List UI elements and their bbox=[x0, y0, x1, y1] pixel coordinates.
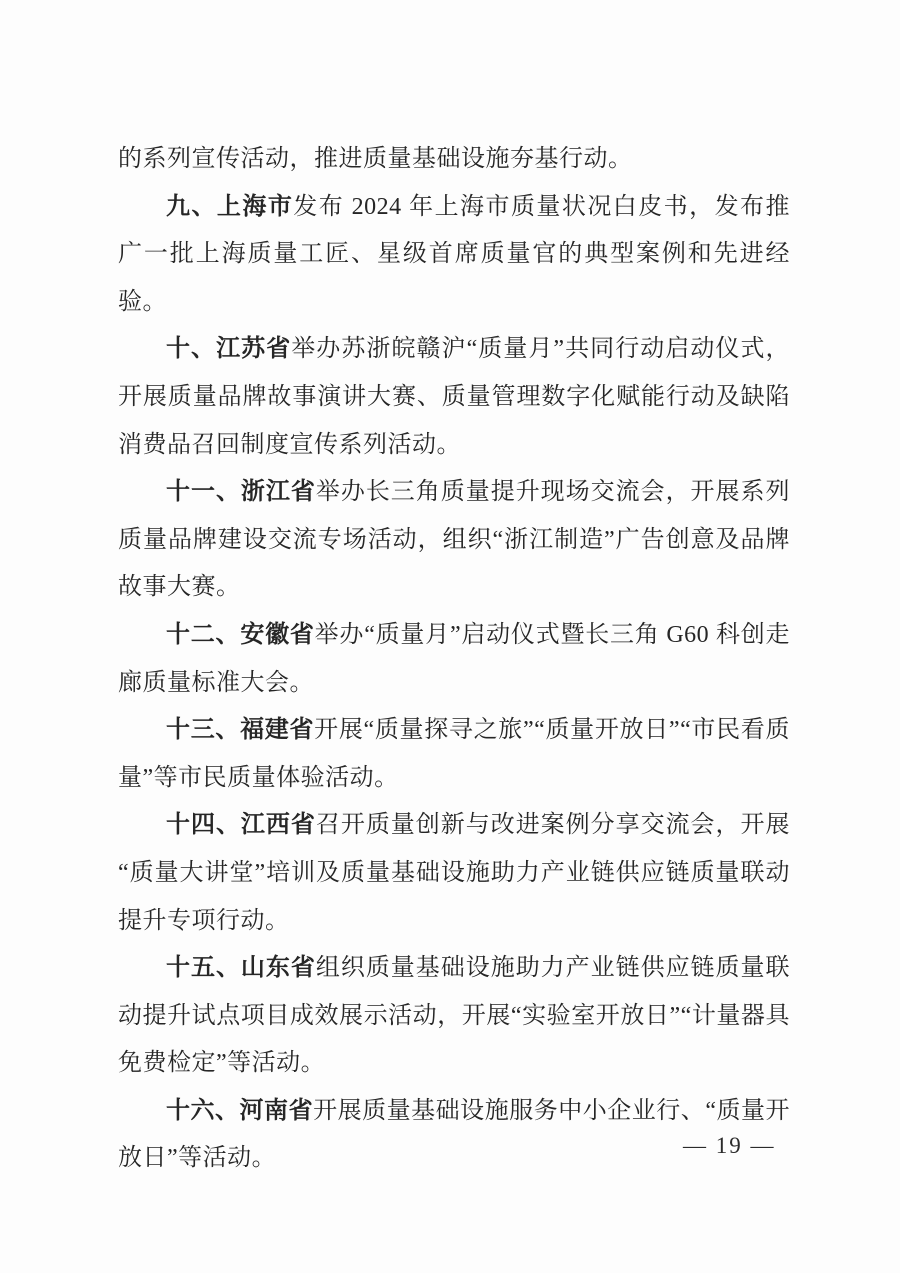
paragraph-lead: 十二、安徽省 bbox=[166, 621, 315, 648]
paragraph-lead: 九、上海市 bbox=[166, 193, 294, 220]
paragraph-item-11 bbox=[118, 469, 790, 612]
paragraph-lead: 十一、浙江省 bbox=[166, 479, 316, 506]
paragraph-item-12 bbox=[118, 612, 790, 707]
paragraph-item-13 bbox=[118, 707, 790, 802]
paragraph-lead: 十四、江西省 bbox=[166, 812, 316, 839]
paragraph-body: 召开质量创新与改进案例分享交流会，开展“质量大讲堂”培训及质量基础设施助力产业链供应链质量联动提升专项行动。 bbox=[118, 812, 790, 934]
paragraph-continuation bbox=[118, 136, 790, 184]
paragraph-item-10 bbox=[118, 326, 790, 469]
paragraph-body: 的系列宣传活动，推进质量基础设施夯基行动。 bbox=[118, 146, 633, 172]
paragraph-body: 发布 2024 年上海市质量状况白皮书，发布推广一批上海质量工匠、星级首席质量官的典型案例和先进经验。 bbox=[118, 193, 791, 315]
document-body bbox=[118, 136, 790, 1183]
paragraph-body: 开展“质量探寻之旅”“质量开放日”“市民看质量”等市民质量体验活动。 bbox=[118, 717, 790, 791]
paragraph-lead: 十六、河南省 bbox=[166, 1097, 314, 1124]
paragraph-body: 组织质量基础设施助力产业链供应链质量联动提升试点项目成效展示活动，开展“实验室开放日”“计量器具免费检定”等活动。 bbox=[118, 955, 790, 1077]
paragraph-lead: 十、江苏省 bbox=[166, 336, 292, 363]
paragraph-body: 举办苏浙皖赣沪“质量月”共同行动启动仪式，开展质量品牌故事演讲大赛、质量管理数字化赋能行动及缺陷消费品召回制度宣传系列活动。 bbox=[118, 336, 791, 458]
paragraph-body: 举办长三角质量提升现场交流会，开展系列质量品牌建设交流专场活动，组织“浙江制造”广告创意及品牌故事大赛。 bbox=[118, 479, 790, 601]
paragraph-lead: 十五、山东省 bbox=[166, 955, 316, 982]
paragraph-body: 举办“质量月”启动仪式暨长三角 G60 科创走廊质量标准大会。 bbox=[118, 621, 791, 696]
paragraph-item-9 bbox=[118, 184, 790, 327]
paragraph-lead: 十三、福建省 bbox=[166, 717, 315, 744]
paragraph-body: 开展质量基础设施服务中小企业行、“质量开放日”等活动。 bbox=[118, 1097, 791, 1172]
page-number: — 19 — bbox=[683, 1133, 776, 1158]
paragraph-item-15 bbox=[118, 945, 790, 1088]
paragraph-item-14 bbox=[118, 802, 790, 945]
